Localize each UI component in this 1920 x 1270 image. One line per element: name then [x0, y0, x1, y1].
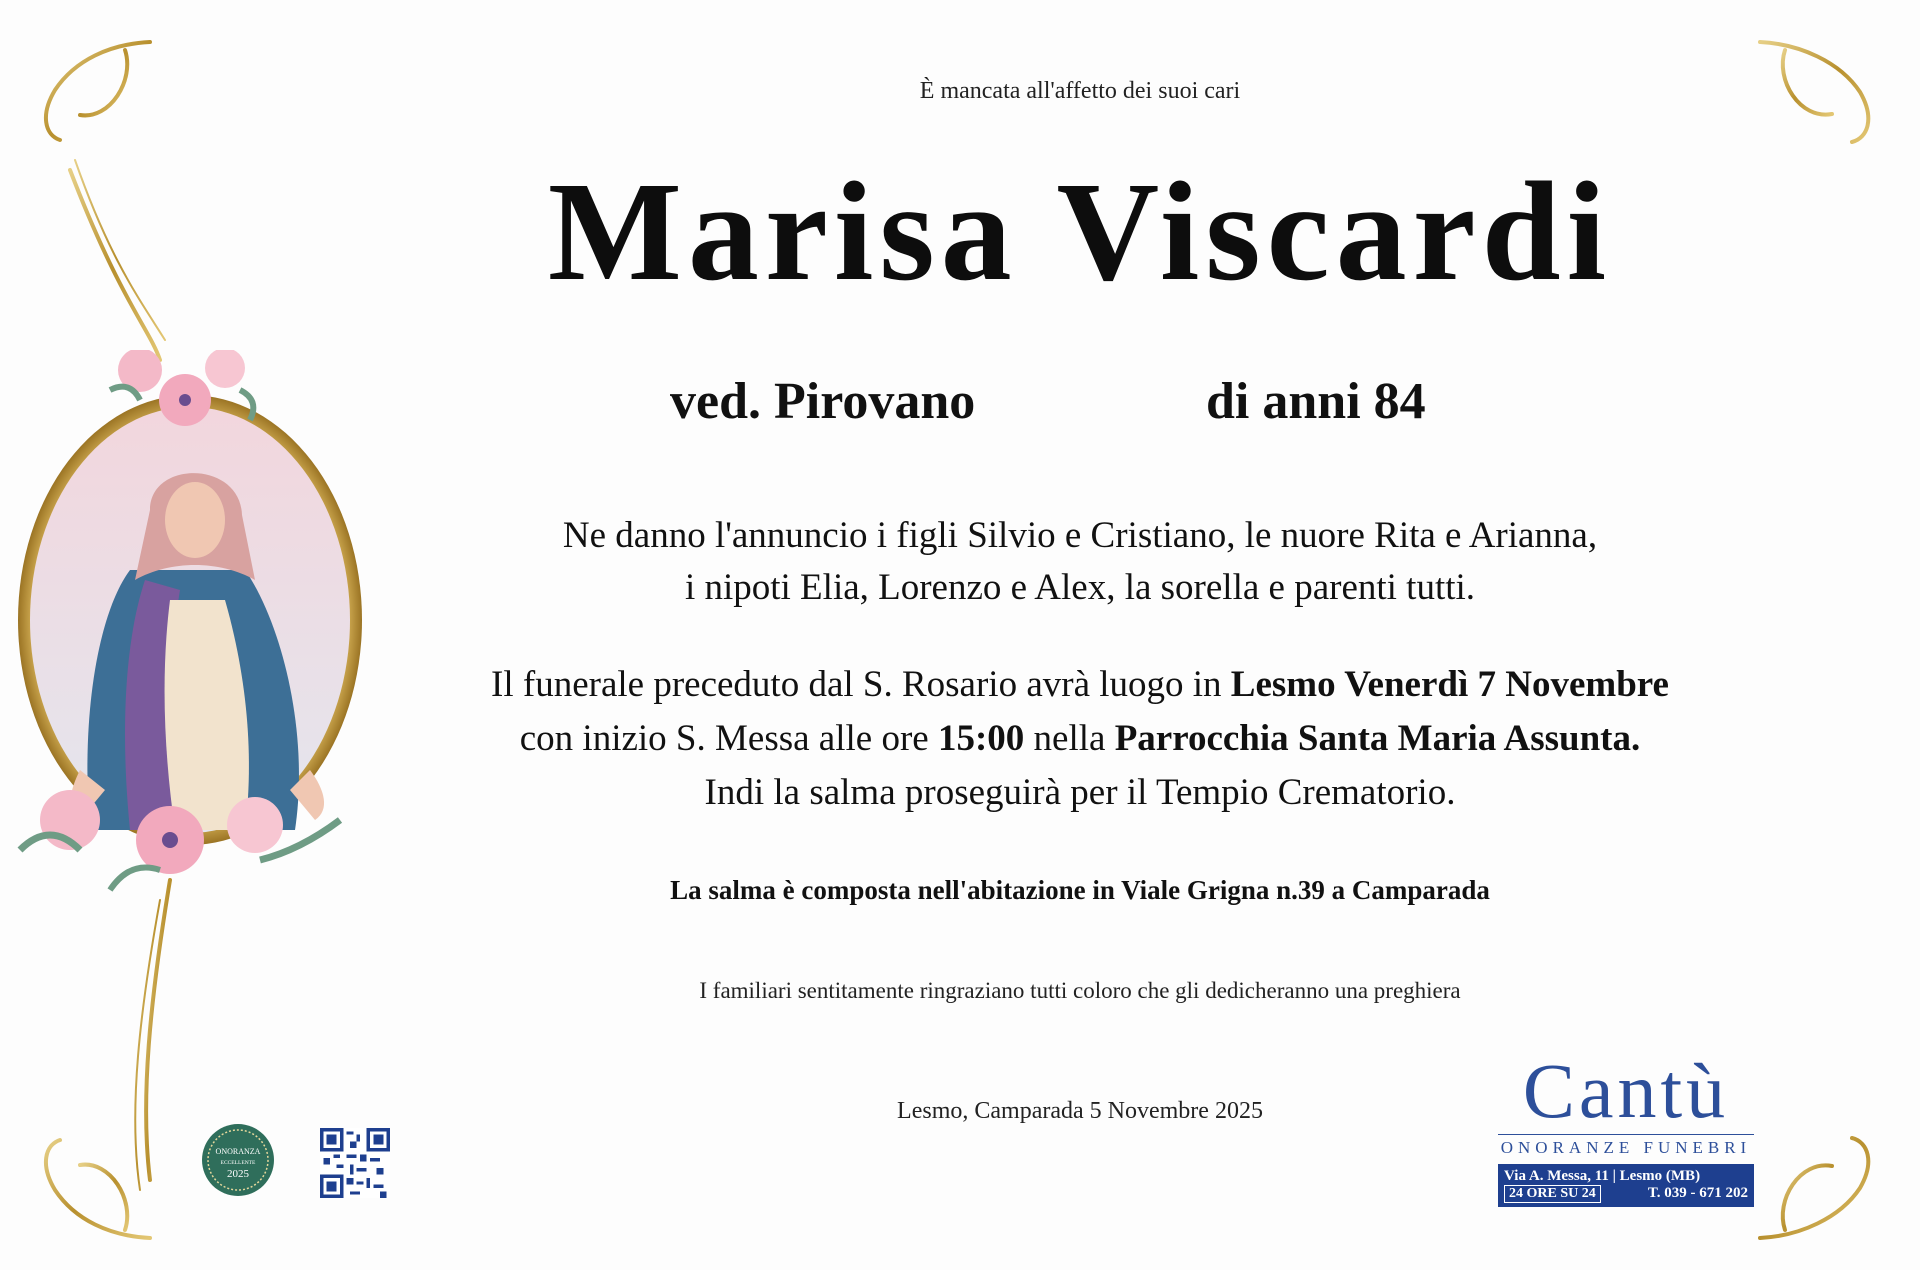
announcement: [360, 510, 1800, 614]
logo-hours: 24 ORE SU 24: [1504, 1185, 1601, 1203]
funeral-church: Parrocchia Santa Maria Assunta.: [1114, 718, 1641, 759]
announcement-line: Ne danno l'annuncio i figli Silvio e Cristiano, le nuore Rita e Arianna,: [562, 515, 1598, 556]
logo-contact-box: [1498, 1164, 1754, 1207]
subline: [360, 372, 1800, 432]
funeral-line-2: [360, 712, 1800, 766]
funeral-line-3: Indi la salma proseguirà per il Tempio Crematorio.: [704, 772, 1456, 813]
deceased-name: Marisa Viscardi: [547, 152, 1613, 310]
intro-text: È mancata all'affetto dei suoi cari: [919, 78, 1241, 104]
madonna-portrait-icon: [10, 350, 370, 910]
place-date: Lesmo, Camparada 5 Novembre 2025: [897, 1098, 1263, 1124]
funeral-time: 15:00: [937, 718, 1025, 759]
qr-code-icon[interactable]: [320, 1128, 390, 1198]
logo-name: Cantù: [1522, 1047, 1730, 1134]
age: di anni 84: [1206, 373, 1426, 430]
funeral-line-1: [360, 658, 1800, 712]
announcement-line: i nipoti Elia, Lorenzo e Alex, la sorella e parenti tutti.: [684, 567, 1476, 608]
logo-tagline: ONORANZE FUNEBRI: [1498, 1134, 1754, 1158]
funeral-text: nella: [1024, 718, 1115, 759]
logo-phone: T. 039 - 671 202: [1647, 1185, 1748, 1201]
funeral-details: [360, 658, 1800, 820]
funeral-text: con inizio S. Messa alle ore: [519, 718, 938, 759]
badge-year: 2025: [227, 1168, 249, 1180]
funeral-text: Il funerale preceduto dal S. Rosario avrà luogo in: [491, 664, 1231, 705]
badge-line1: ONORANZA: [215, 1147, 261, 1156]
thanks-text: I familiari sentitamente ringraziano tutti coloro che gli dedicheranno una preghiera: [699, 978, 1461, 1003]
award-badge-icon: [200, 1122, 276, 1198]
badge-line2: ECCELLENTE: [220, 1160, 256, 1166]
funeral-place-date: Lesmo Venerdì 7 Novembre: [1230, 664, 1669, 705]
wake-location: La salma è composta nell'abitazione in Viale Grigna n.39 a Camparada: [670, 875, 1490, 905]
funeral-home-logo: [1498, 1047, 1754, 1207]
logo-address: Via A. Messa, 11 | Lesmo (MB): [1504, 1168, 1701, 1184]
logo-contact-row: [1504, 1185, 1748, 1203]
widow-of: ved. Pirovano: [670, 373, 976, 430]
